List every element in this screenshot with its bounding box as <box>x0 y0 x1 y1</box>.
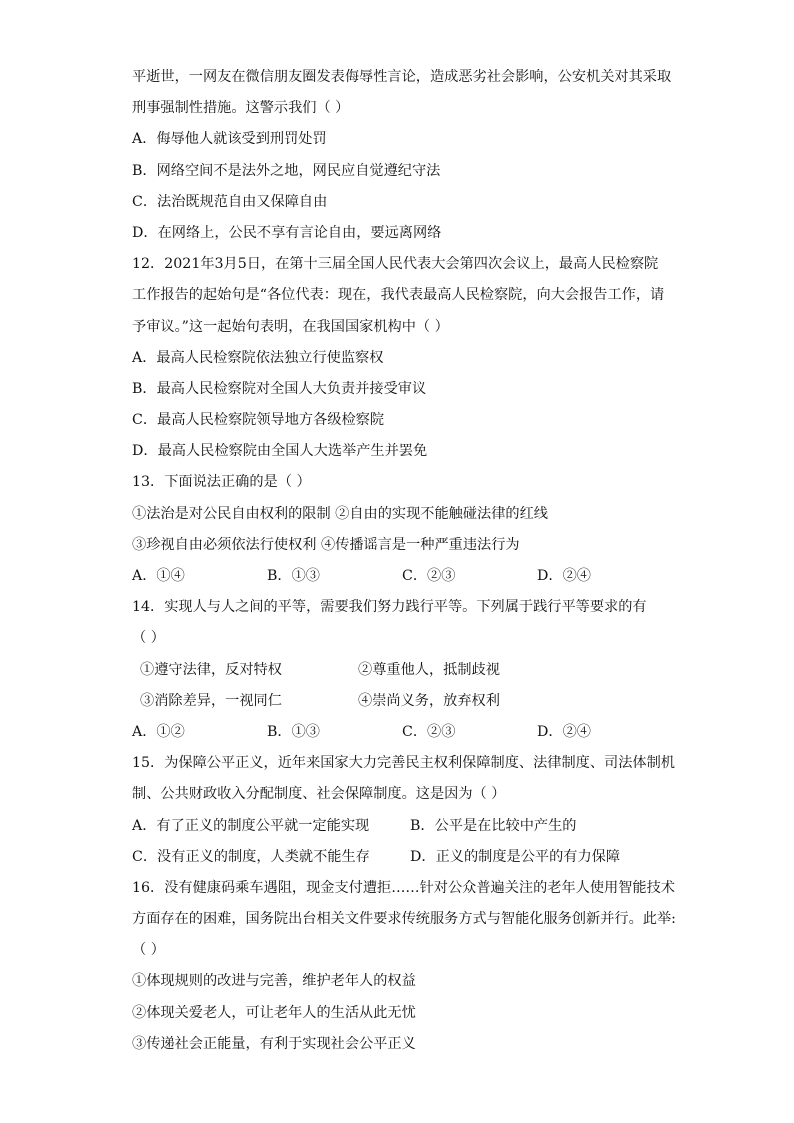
question-14 <box>132 592 672 748</box>
option-d: D．②④ <box>537 723 591 740</box>
question-stem-line: 方面存在的困难，国务院出台相关文件要求传统服务方式与智能化服务创新并行。此举: <box>132 911 676 928</box>
question-15 <box>132 748 675 873</box>
option-d: D．②④ <box>537 568 591 584</box>
question-stem-line: 予审议。”这一起始句表明，在我国国家机构中（ ） <box>132 318 449 335</box>
question-stem-line: 平逝世，一网友在微信朋友圈发表侮辱性言论，造成恶劣社会影响，公安机关对其采取 <box>132 69 672 85</box>
question-13 <box>132 467 672 592</box>
option-c: C．②③ <box>402 723 456 740</box>
statement-1: ①遵守法律，反对特权 <box>140 661 282 678</box>
options-row <box>132 811 672 842</box>
question-stem-line: （ ） <box>132 942 165 959</box>
option-c: C．法治既规范自由又保障自由 <box>132 193 328 210</box>
option-d: D．最高人民检察院由全国人大选举产生并罢免 <box>132 443 428 460</box>
question-stem-line: 制、公共财政收入分配制度、社会保障制度。这是因为（ ） <box>132 786 506 803</box>
statement-4: ④崇尚义务，放弃权利 <box>358 692 500 709</box>
option-a: A．①② <box>132 723 185 740</box>
statement-3: ③消除差异，一视同仁 <box>140 692 282 709</box>
statement-2: ②尊重他人，抵制歧视 <box>358 661 500 678</box>
question-stem-line: 14．实现人与人之间的平等，需要我们努力践行平等。下列属于践行平等要求的有 <box>132 599 647 616</box>
option-b: B．①③ <box>267 723 320 740</box>
option-b: B．网络空间不是法外之地，网民应自觉遵纪守法 <box>132 162 441 179</box>
statement-line: ③珍视自由必须依法行使权利 ④传播谣言是一种严重违法行为 <box>132 536 520 553</box>
options-row <box>132 717 672 748</box>
statement-row <box>132 655 672 686</box>
question-11 <box>132 62 672 249</box>
question-12 <box>132 249 672 467</box>
options-row <box>132 561 672 592</box>
option-b: B．最高人民检察院对全国人大负责并接受审议 <box>132 380 427 397</box>
statement-line: ②体现关爱老人，可让老年人的生活从此无忧 <box>132 1004 416 1021</box>
document-page <box>132 62 676 1060</box>
option-b: B．①③ <box>267 568 320 584</box>
option-a: A．①④ <box>132 568 185 584</box>
option-c: C．没有正义的制度，人类就不能生存 <box>132 848 370 865</box>
option-d: D．正义的制度是公平的有力保障 <box>410 848 621 865</box>
question-stem-line: 13．下面说法正确的是（ ） <box>132 474 311 491</box>
question-stem-line: 刑事强制性措施。这警示我们（ ） <box>132 100 350 117</box>
question-stem-line: 12．2021年3月5日，在第十三届全国人民代表大会第四次会议上，最高人民检察院 <box>132 256 659 273</box>
question-stem-line: 工作报告的起始句是“各位代表：现在，我代表最高人民检察院，向大会报告工作，请 <box>132 287 665 304</box>
option-d: D．在网络上，公民不享有言论自由，要远离网络 <box>132 224 442 241</box>
question-stem-line: （ ） <box>132 630 165 647</box>
option-b: B．公平是在比较中产生的 <box>410 817 577 834</box>
statement-line: ③传递社会正能量，有利于实现社会公平正义 <box>132 1035 416 1052</box>
statement-line: ①体现规则的改进与完善，维护老年人的权益 <box>132 973 416 990</box>
statement-row <box>132 686 672 717</box>
option-a: A．有了正义的制度公平就一定能实现 <box>132 817 370 834</box>
options-row <box>132 842 672 873</box>
statement-line: ①法治是对公民自由权利的限制 ②自由的实现不能触碰法律的红线 <box>132 505 548 522</box>
option-a: A．最高人民检察院依法独立行使监察权 <box>132 349 384 366</box>
question-stem-line: 15．为保障公平正义，近年来国家大力完善民主权利保障制度、法律制度、司法体制机 <box>132 755 675 772</box>
question-16 <box>132 873 676 1060</box>
option-c: C．②③ <box>402 568 456 584</box>
option-c: C．最高人民检察院领导地方各级检察院 <box>132 412 385 429</box>
option-a: A．侮辱他人就该受到刑罚处罚 <box>132 131 327 148</box>
question-stem-line: 16．没有健康码乘车遇阻，现金支付遭拒……针对公众普遍关注的老年人使用智能技术 <box>132 879 675 896</box>
